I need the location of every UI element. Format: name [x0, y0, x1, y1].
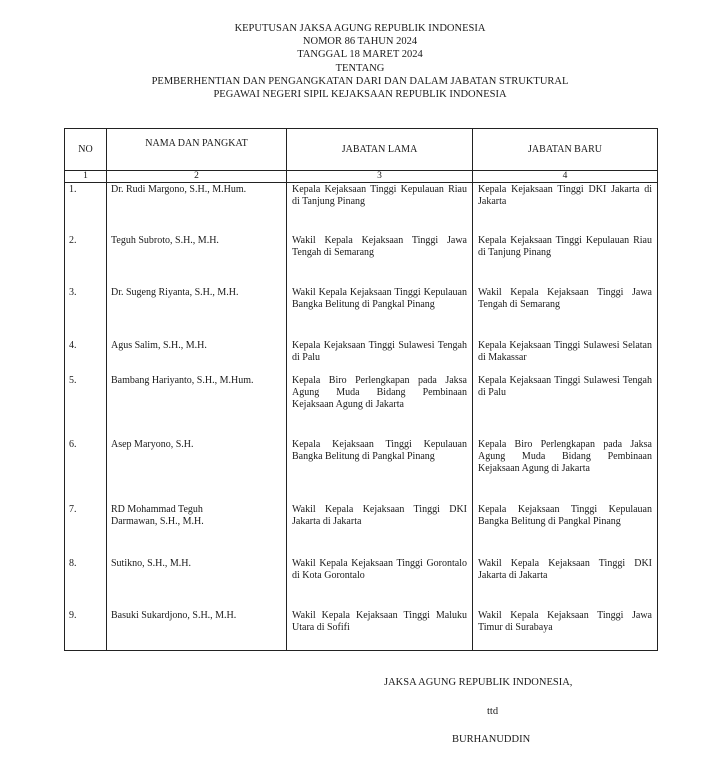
- old-position: Wakil Kepala Kejaksaan Tinggi Gorontalo di Kota Gorontalo: [287, 557, 473, 609]
- decree-title: KEPUTUSAN JAKSA AGUNG REPUBLIK INDONESIA: [234, 23, 486, 34]
- table-row: [65, 339, 658, 374]
- old-position: Wakil Kepala Kejaksaan Tinggi Kepulauan Bangka Belitung di Pangkal Pinang: [287, 286, 473, 339]
- new-position: Wakil Kepala Kejaksaan Tinggi Jawa Tengah di Semarang: [473, 286, 658, 339]
- person-name: Bambang Hariyanto, S.H., M.Hum.: [107, 374, 287, 438]
- row-number: 7.: [65, 503, 107, 557]
- new-position: Kepala Kejaksaan Tinggi Sulawesi Selatan di Makassar: [473, 339, 658, 374]
- table-header-row: [65, 129, 658, 171]
- new-position: Kepala Kejaksaan Tinggi Kepulauan Riau di Tanjung Pinang: [473, 234, 658, 286]
- person-name: Asep Maryono, S.H.: [107, 438, 287, 503]
- row-number: 4.: [65, 339, 107, 374]
- table-row: [65, 503, 658, 557]
- new-position: Wakil Kepala Kejaksaan Tinggi Jawa Timur di Surabaya: [473, 609, 658, 651]
- signatory-title: JAKSA AGUNG REPUBLIK INDONESIA,: [384, 677, 573, 688]
- new-position: Kepala Biro Perlengkapan pada Jaksa Agung Muda Bidang Pembinaan Kejaksaan Agung di Jakarta: [473, 438, 658, 503]
- person-name: Dr. Sugeng Riyanta, S.H., M.H.: [107, 286, 287, 339]
- decree-number: NOMOR 86 TAHUN 2024: [302, 36, 418, 48]
- old-position: Kepala Biro Perlengkapan pada Jaksa Agung Muda Bidang Pembinaan Kejaksaan Agung di Jakarta: [287, 374, 473, 438]
- table-row: [65, 557, 658, 609]
- old-position: Kepala Kejaksaan Tinggi Kepulauan Riau di Tanjung Pinang: [287, 183, 473, 234]
- decree-subject-line-1: PEMBERHENTIAN DAN PENGANGKATAN DARI DAN DALAM JABATAN STRUKTURAL: [151, 75, 569, 87]
- new-position: Kepala Kejaksaan Tinggi Kepulauan Bangka Belitung di Pangkal Pinang: [473, 503, 658, 557]
- old-position: Kepala Kejaksaan Tinggi Sulawesi Tengah di Palu: [287, 339, 473, 374]
- new-position: Wakil Kepala Kejaksaan Tinggi DKI Jakarta di Jakarta: [473, 557, 658, 609]
- decree-subject-line-2: PEGAWAI NEGERI SIPIL KEJAKSAAN REPUBLIK INDONESIA: [213, 89, 507, 101]
- column-header-new-position: JABATAN BARU: [473, 129, 658, 171]
- row-number: 8.: [65, 557, 107, 609]
- row-number: 1.: [65, 183, 107, 234]
- row-number: 5.: [65, 374, 107, 438]
- column-number: 3: [287, 171, 473, 183]
- document-header: [0, 22, 720, 101]
- old-position: Wakil Kepala Kejaksaan Tinggi Maluku Utara di Sofifi: [287, 609, 473, 651]
- row-number: 9.: [65, 609, 107, 651]
- old-position: Wakil Kepala Kejaksaan Tinggi DKI Jakarta di Jakarta: [287, 503, 473, 557]
- person-name: Basuki Sukardjono, S.H., M.H.: [107, 609, 287, 651]
- column-header-old-position: JABATAN LAMA: [287, 129, 473, 171]
- table-row: [65, 183, 658, 234]
- decree-date: TANGGAL 18 MARET 2024: [297, 49, 423, 61]
- person-name: RD Mohammad Teguh Darmawan, S.H., M.H.: [107, 503, 287, 557]
- table-row: [65, 234, 658, 286]
- column-number: 2: [107, 171, 287, 183]
- signatory-name: BURHANUDDIN: [452, 734, 531, 745]
- old-position: Kepala Kejaksaan Tinggi Kepulauan Bangka Belitung di Pangkal Pinang: [287, 438, 473, 503]
- column-number: 4: [473, 171, 658, 183]
- column-header-name: NAMA DAN PANGKAT: [107, 129, 287, 171]
- person-name: Agus Salim, S.H., M.H.: [107, 339, 287, 374]
- person-name: Sutikno, S.H., M.H.: [107, 557, 287, 609]
- table-row: [65, 609, 658, 651]
- table-row: [65, 438, 658, 503]
- table-row: [65, 374, 658, 438]
- row-number: 6.: [65, 438, 107, 503]
- appointment-table: [64, 128, 658, 651]
- person-name: Dr. Rudi Margono, S.H., M.Hum.: [107, 183, 287, 234]
- new-position: Kepala Kejaksaan Tinggi DKI Jakarta di Jakarta: [473, 183, 658, 234]
- table-row: [65, 286, 658, 339]
- old-position: Wakil Kepala Kejaksaan Tinggi Jawa Tengah di Semarang: [287, 234, 473, 286]
- row-number: 3.: [65, 286, 107, 339]
- decree-about: TENTANG: [335, 62, 385, 74]
- column-header-no: NO: [65, 129, 107, 171]
- person-name: Teguh Subroto, S.H., M.H.: [107, 234, 287, 286]
- column-number-row: [65, 171, 658, 183]
- signature-ttd: ttd: [487, 706, 499, 717]
- new-position: Kepala Kejaksaan Tinggi Sulawesi Tengah di Palu: [473, 374, 658, 438]
- column-number: 1: [65, 171, 107, 183]
- row-number: 2.: [65, 234, 107, 286]
